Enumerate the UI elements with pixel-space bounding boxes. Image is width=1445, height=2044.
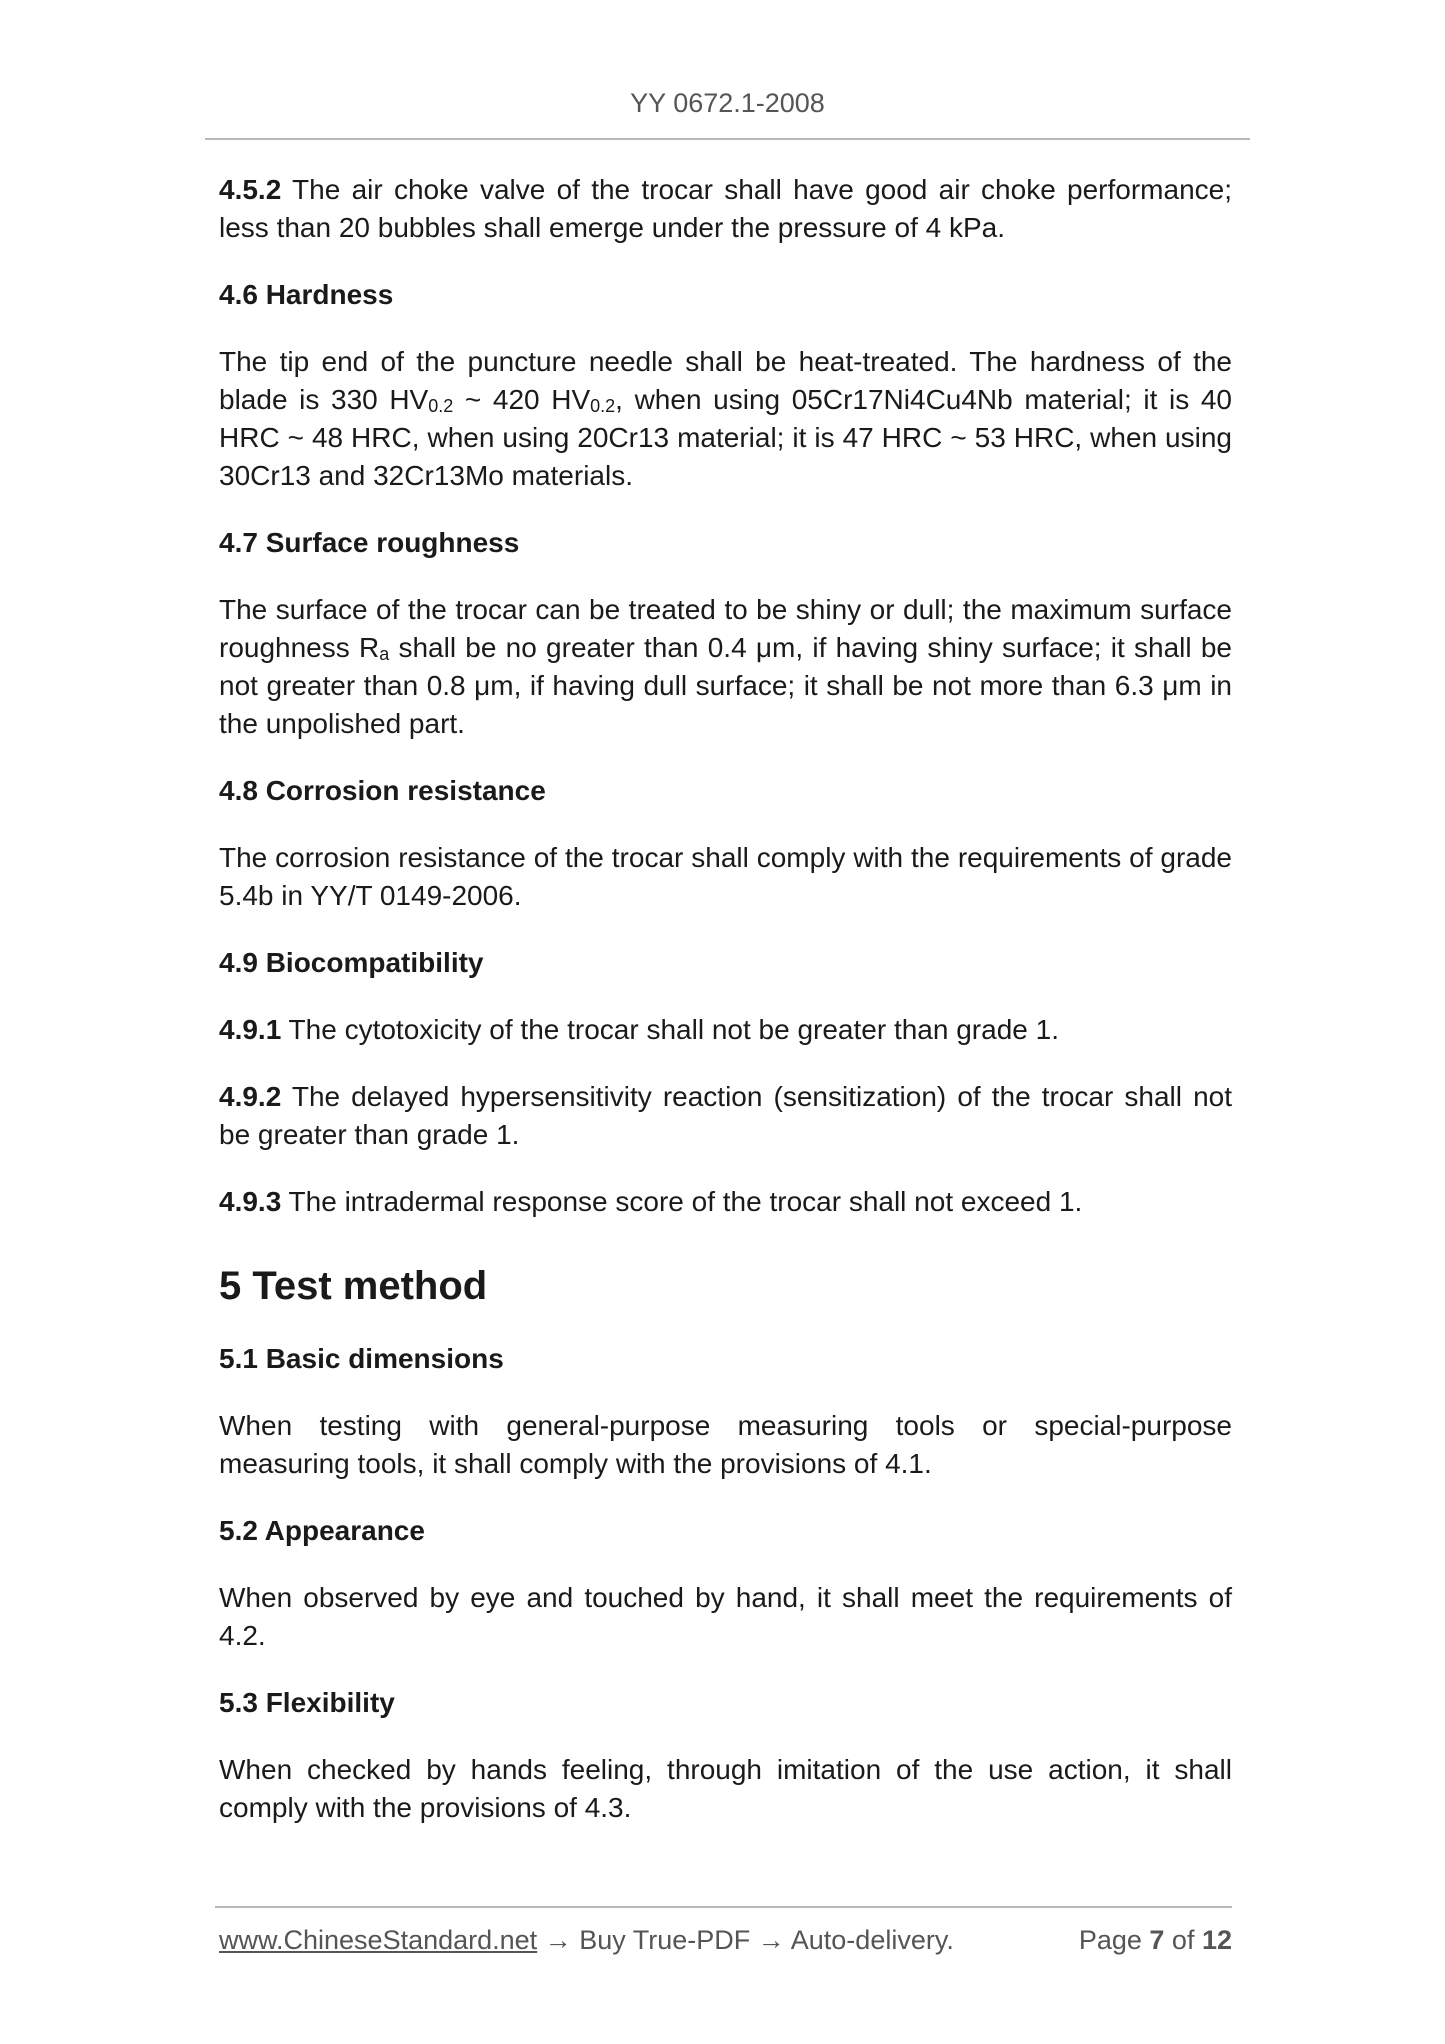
paragraph-corrosion: The corrosion resistance of the trocar shall comply with the requirements of grade 5.4b in YY/T 0149-2006.: [219, 842, 1232, 911]
clause-text: The intradermal response score of the trocar shall not exceed 1.: [281, 1186, 1083, 1217]
page-footer: [219, 1925, 1232, 1956]
paragraph-text: shall be no greater than 0.4 μm, if having shiny surface; it shall be not greater than 0.8 μm, if having dull surface; it shall be not more than 6.3 μm in the unpolished part.: [219, 632, 1232, 739]
auto-delivery-text: Auto-delivery.: [790, 1925, 954, 1955]
subscript: 0.2: [428, 396, 454, 416]
clause-text: The cytotoxicity of the trocar shall not be greater than grade 1.: [281, 1014, 1059, 1045]
page-total: 12: [1201, 1925, 1232, 1955]
paragraph-hardness: [219, 343, 1232, 495]
paragraph-flexibility: When checked by hands feeling, through imitation of the use action, it shall comply with the provisions of 4.3.: [219, 1754, 1232, 1823]
paragraph-appearance: When observed by eye and touched by hand, it shall meet the requirements of 4.2.: [219, 1582, 1232, 1651]
subscript: 0.2: [590, 396, 616, 416]
heading-5: 5 Test method: [219, 1264, 488, 1308]
arrow-icon: →: [750, 1925, 791, 1955]
paragraph-surface-roughness: [219, 591, 1232, 743]
heading-4-8: 4.8 Corrosion resistance: [219, 775, 546, 806]
buy-pdf-text: Buy True-PDF: [579, 1925, 751, 1955]
footer-divider: [215, 1906, 1232, 1908]
clause-number: 4.9.1: [219, 1014, 282, 1045]
arrow-icon: →: [537, 1925, 580, 1955]
paragraph-text: ~ 420 HV: [453, 384, 591, 415]
subscript: a: [379, 644, 390, 664]
header-divider: [205, 138, 1250, 140]
clause-number: 4.9.2: [219, 1081, 282, 1112]
of-label: of: [1164, 1925, 1202, 1955]
clause-4-9-2: [219, 1078, 1232, 1154]
clause-text: The air choke valve of the trocar shall have good air choke performance; less than 20 bubbles shall emerge under the pressure of 4 kPa.: [219, 174, 1232, 243]
document-header-id: YY 0672.1-2008: [630, 88, 825, 118]
heading-5-3: 5.3 Flexibility: [219, 1687, 395, 1718]
clause-4-9-3: [219, 1183, 1232, 1221]
paragraph-text: The tip end of the puncture needle shall be heat-treated. The hardness of the blade is 330 HV: [219, 346, 1232, 415]
page-indicator: [1079, 1925, 1232, 1956]
paragraph-text: The surface of the trocar can be treated to be shiny or dull; the maximum surface roughness R: [219, 594, 1232, 663]
clause-number: 4.5.2: [219, 174, 282, 205]
page-number: 7: [1149, 1925, 1165, 1955]
site-link[interactable]: www.ChineseStandard.net: [219, 1925, 538, 1955]
clause-4-9-1: [219, 1011, 1232, 1049]
page-body: [219, 171, 1232, 1827]
heading-5-1: 5.1 Basic dimensions: [219, 1343, 504, 1374]
clause-4-5-2: [219, 171, 1232, 247]
clause-number: 4.9.3: [219, 1186, 282, 1217]
paragraph-text: , when using 05Cr17Ni4Cu4Nb material; it is 40 HRC ~ 48 HRC, when using 20Cr13 material; it is 47 HRC ~ 53 HRC, when using 30Cr13 and 32Cr13Mo materials.: [219, 384, 1232, 491]
heading-4-7: 4.7 Surface roughness: [219, 527, 520, 558]
page-label: Page: [1078, 1925, 1150, 1955]
heading-4-6: 4.6 Hardness: [219, 279, 394, 310]
clause-text: The delayed hypersensitivity reaction (sensitization) of the trocar shall not be greater than grade 1.: [219, 1081, 1232, 1150]
heading-5-2: 5.2 Appearance: [219, 1515, 425, 1546]
paragraph-basic-dimensions: When testing with general-purpose measuring tools or special-purpose measuring tools, it shall comply with the provisions of 4.1.: [219, 1410, 1232, 1479]
heading-4-9: 4.9 Biocompatibility: [219, 947, 484, 978]
